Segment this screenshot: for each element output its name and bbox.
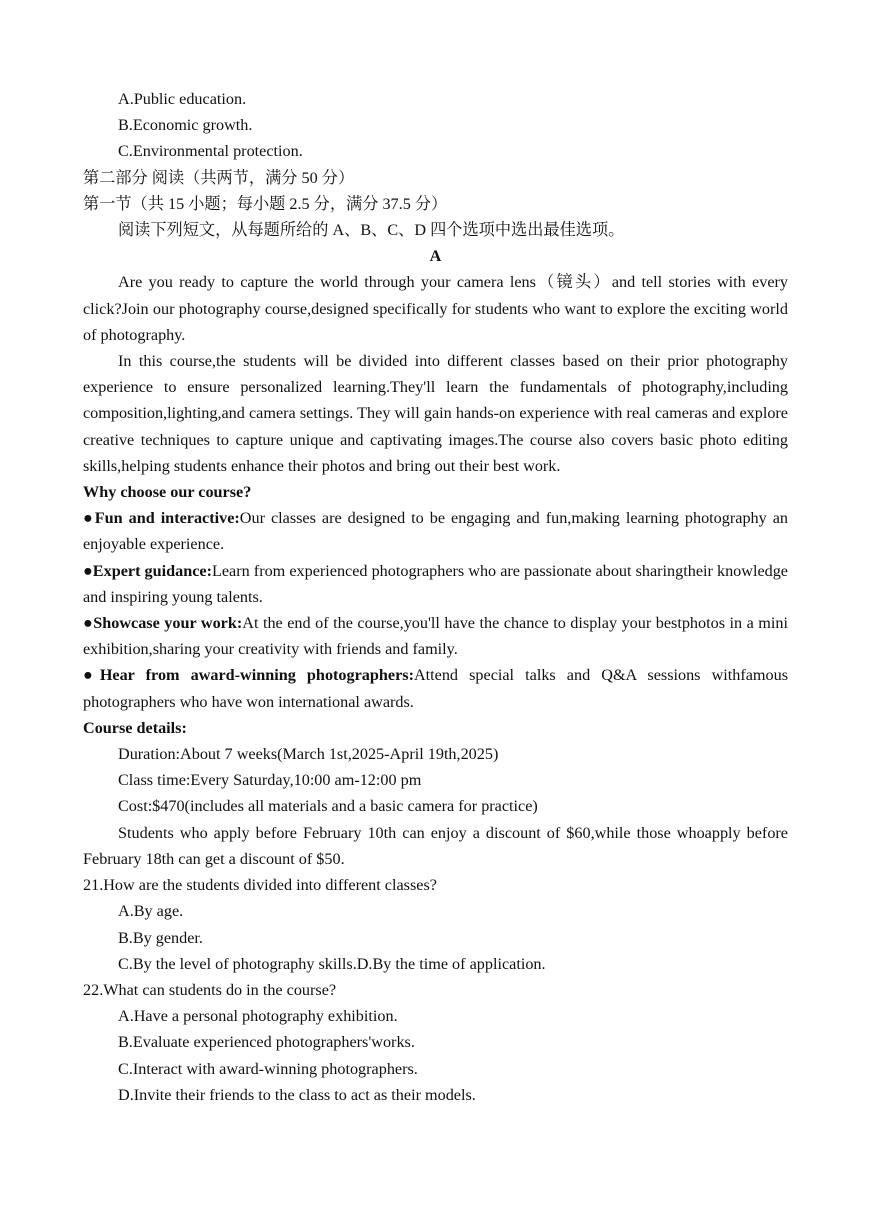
feature-text: Learn from experienced photographers who are passionate about sharingtheir knowledge and inspiring young talents.	[83, 561, 788, 606]
question-stem: 22.What can students do in the course?	[83, 980, 337, 999]
question-option: A.By age.	[118, 902, 184, 921]
discount-paragraph: Students who apply before February 10th can enjoy a discount of $60,while those whoapply before February 18th can get a discount of $50.	[83, 823, 788, 868]
question-option: C.Interact with award-winning photographers.	[118, 1059, 418, 1078]
question-option: B.By gender.	[118, 928, 203, 947]
details-heading: Course details:	[83, 718, 187, 737]
question-option: C.By the level of photography skills.D.By the time of application.	[118, 954, 546, 973]
detail-item: Cost:$470(includes all materials and a basic camera for practice)	[118, 797, 538, 816]
prev-option: B.Economic growth.	[118, 116, 253, 135]
feature-title: ●Showcase your work:	[83, 614, 243, 633]
why-heading: Why choose our course?	[83, 483, 252, 502]
prev-option: A.Public education.	[118, 90, 247, 108]
feature-title: ●Fun and interactive:	[83, 509, 240, 528]
prev-option: C.Environmental protection.	[118, 142, 303, 161]
detail-item: Class time:Every Saturday,10:00 am-12:00 pm	[118, 771, 422, 790]
feature-text: At the end of the course,you'll have the chance to display your bestphotos in a mini exhibition,sharing your creativity with friends and family.	[83, 614, 788, 659]
intro-paragraph: Are you ready to capture the world through your camera lens（镜头）and tell stories with every click?Join our photography course,designed specifically for students who want to explore the exciting world of photography.	[83, 273, 788, 344]
feature-title: ●Expert guidance:	[83, 561, 212, 580]
passage-label: A	[429, 247, 442, 266]
feature-item	[83, 610, 788, 662]
question-option: A.Have a personal photography exhibition.	[118, 1007, 398, 1026]
detail-item: Duration:About 7 weeks(March 1st,2025-April 19th,2025)	[118, 745, 499, 764]
feature-item	[83, 505, 788, 557]
question-stem: 21.How are the students divided into different classes?	[83, 876, 437, 895]
page-content	[83, 86, 788, 1108]
subsection-title: 第一节（共 15 小题；每小题 2.5 分，满分 37.5 分）	[83, 194, 448, 213]
instruction: 阅读下列短文，从每题所给的 A、B、C、D 四个选项中选出最佳选项。	[118, 221, 625, 240]
feature-item	[83, 662, 788, 714]
intro-paragraph: In this course,the students will be divided into different classes based on their prior photography experience to ensure personalized learning.They'll learn the fundamentals of photography,including composition,lighting,and camera settings. They will gain hands-on experience with real cameras and explore creative techniques to capture unique and captivating images.The course also covers basic photo editing skills,helping students enhance their photos and bring out their best work.	[83, 352, 788, 475]
question-option: D.Invite their friends to the class to act as their models.	[118, 1085, 476, 1104]
question-option: B.Evaluate experienced photographers'works.	[118, 1033, 415, 1052]
section-title: 第二部分 阅读（共两节，满分 50 分）	[83, 168, 355, 187]
feature-text: Our classes are designed to be engaging and fun,making learning photography an enjoyable experience.	[83, 509, 788, 554]
feature-item	[83, 558, 788, 610]
feature-title: ●Hear from award-winning photographers:	[83, 666, 414, 685]
feature-text: Attend special talks and Q&A sessions withfamous photographers who have won international awards.	[83, 666, 788, 711]
